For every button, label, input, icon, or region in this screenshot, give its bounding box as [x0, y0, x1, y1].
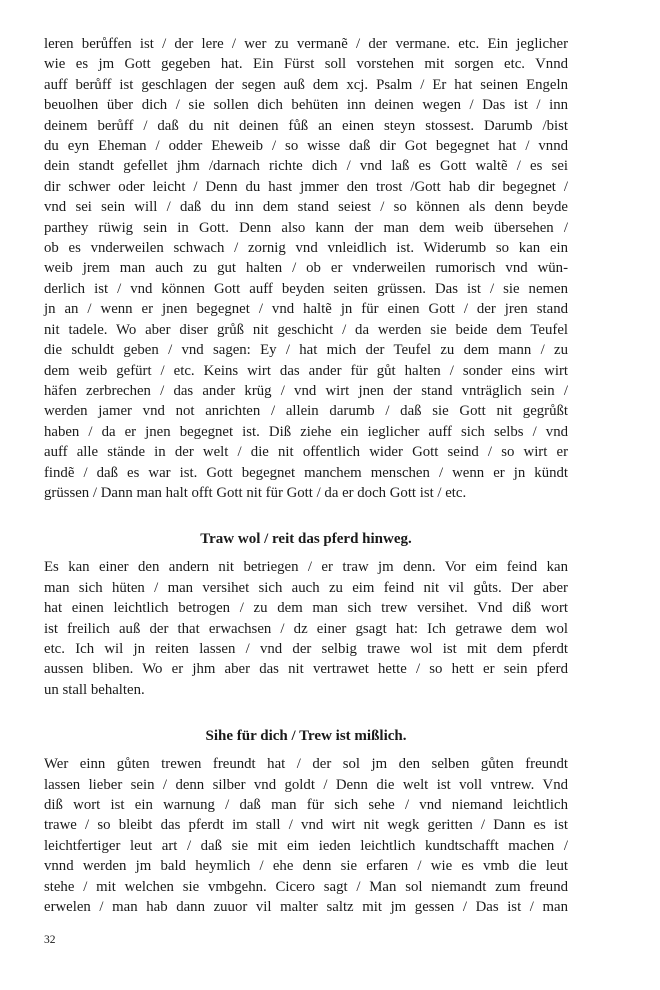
text-line: stehe / mit welchen sie vmbgehn. Cicero sagt / Man sol niemandt zum freund — [44, 878, 568, 895]
text-line: nit tadele. Wo aber diser grůß nit geschicht / da werden sie beide dem Teufel — [44, 321, 568, 338]
text-line: etc. Ich wil jn reiten lassen / vnd der selbig trawe wol ist mit dem pferdt — [44, 640, 568, 657]
text-line: ob es vnderweilen schwach / zornig vnd vnleidlich ist. Widerumb so kan ein — [44, 240, 568, 257]
text-line: Wer einn gůten trewen freundt hat / der sol jm den selben gůten freundt — [44, 756, 568, 773]
paragraph-3 — [44, 754, 568, 917]
text-line: ist freilich auß der that erwachsen / dz einer gsagt hat: Ich getrawe dem wol — [44, 620, 568, 637]
section-heading-2: Sihe für dich / Trew ist mißlich. — [205, 728, 407, 745]
text-line: haben / da er jnen begegnet ist. Diß ziehe ein ieglicher auff sich selbs / vnd — [44, 423, 568, 440]
text-line: trawe / so bleibt das pferdt im stall / vnd wirt nit wegk geritten / Dann es ist — [44, 817, 568, 834]
text-line: parthey rüwig sein in Gott. Denn also kann der man dem weib übersehen / — [44, 219, 568, 236]
text-line: häfen zerbrechen / das ander krüg / vnd wirt jnen der stand vnträglich sein / — [44, 382, 568, 399]
text-line: wie es jm Gott gegeben hat. Ein Fürst soll vorstehen mit sorgen etc. Vnnd — [44, 56, 568, 73]
text-line: auff alle stände in der welt / die nit offentlich wider Gott seind / so wirt er — [44, 444, 568, 461]
paragraph-2 — [44, 557, 568, 700]
text-line: auff berůff ist geschlagen der segen auß dem xcj. Psalm / Er hat seinen Engeln — [44, 76, 568, 93]
text-line: deinem berůff / daß du nit deinen fůß an einen steyn stossest. Darumb /bist — [44, 117, 568, 134]
text-line: beuolhen über dich / sie sollen dich behüten inn deinen wegen / Das ist / inn — [44, 97, 568, 114]
text-line: man sich hüten / man versihet sich auch zu eim feind nit vil gůts. Der aber — [44, 579, 568, 596]
text-line: leren berůffen ist / der lere / wer zu vermanẽ / der vermane. etc. Ein jeglicher — [44, 36, 568, 52]
text-line: leichtfertiger leut art / daß sie mit eim ieden leichtlich kundtschafft machen / — [44, 837, 568, 854]
page-number: 32 — [44, 934, 56, 946]
paragraph-1 — [44, 34, 568, 503]
text-line: erwelen / man hab dann zuuor vil malter saltz mit jm gessen / Das ist / man — [44, 899, 568, 916]
text-line: du eyn Eheman / odder Eheweib / so wisse daß dir Got begegnet hat / vnnd — [44, 138, 568, 155]
text-line: jn an / wenn er jnen begegnet / vnd haltẽ jn für einen Gott / der jren stand — [44, 301, 568, 318]
text-line: aussen bliben. Wo er jhm aber das nit vertrawet hette / so hett er sein pferd — [44, 661, 568, 678]
text-line: dir schwer oder leicht / Denn du hast jmmer den trost /Gott hab dir begegnet / — [44, 178, 568, 195]
text-line: dem weib gefürt / etc. Keins wirt das ander für gůt halten / sonder eins wirt — [44, 362, 568, 379]
text-line: un stall behalten. — [44, 681, 145, 698]
text-line: dein standt gefellet jhm /darnach richte dich / vnd laß es Gott waltẽ / es sei — [44, 158, 568, 175]
text-line: findẽ / daß es war ist. Gott begegnet manchem menschen / wenn er jn kündt — [44, 464, 568, 481]
text-line: werden jamer vnd not anrichten / allein darumb / daß sie Gott nit gegrůßt — [44, 403, 568, 420]
text-line: Es kan einer den andern nit betriegen / er traw jm denn. Vor eim feind kan — [44, 559, 568, 576]
text-line: hat einen leichtlich betrogen / zu dem man sich trew versihet. Vnd diß wort — [44, 600, 568, 617]
page-body — [44, 34, 568, 917]
text-line: vnd sei sein will / daß du inn dem stand seiest / so können als denn beyde — [44, 199, 568, 216]
text-line: diß wort ist ein warnung / daß man für sich sehe / vnd niemand leichtlich — [44, 797, 568, 813]
text-line: grüssen / Dann man halt offt Gott nit für Gott / da er doch Gott ist / etc. — [44, 484, 467, 501]
text-line: derlich ist / vnd können Gott auff beyden seiten grüssen. Das ist / sie nemen — [44, 280, 568, 297]
section-heading-1: Traw wol / reit das pferd hinweg. — [200, 531, 412, 548]
text-line: lassen lieber sein / denn silber vnd goldt / Denn die welt ist voll vntrew. Vnd — [44, 776, 568, 793]
text-line: weib jrem man auch zu gut halten / ob er vnderweilen rumorisch vnd wün- — [44, 260, 568, 277]
text-line: vnnd werden jm bald heymlich / ehe denn sie erfaren / wie es vmb die leut — [44, 858, 568, 875]
text-line: die schuldt geben / vnd sagen: Ey / hat mich der Teufel zu dem mann / zu — [44, 342, 568, 359]
